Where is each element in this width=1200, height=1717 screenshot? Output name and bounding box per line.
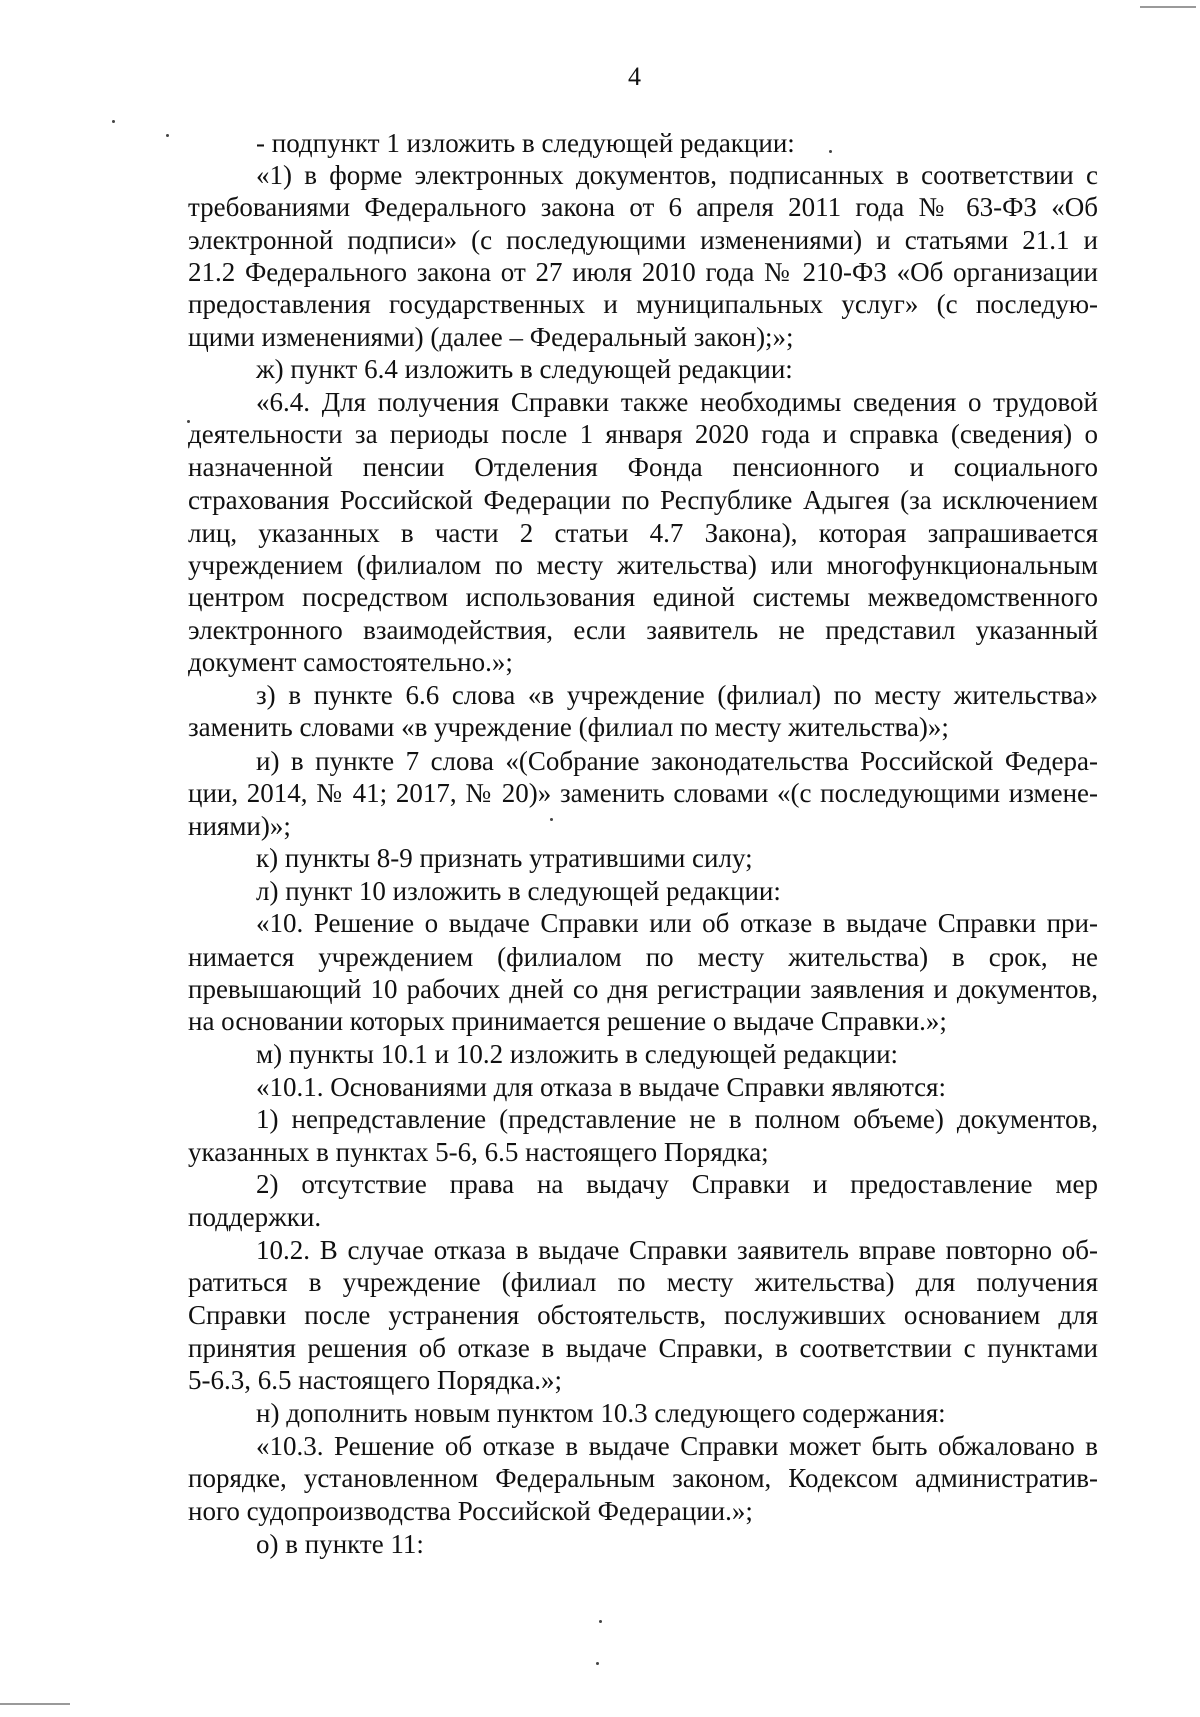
text-line: ции, 2014, № 41; 2017, № 20)» заменить словами «(с последующими измене- bbox=[188, 778, 1098, 808]
scan-artifact-top-right bbox=[1140, 6, 1196, 8]
text-line: учреждением (филиалом по месту жительства) или многофункциональным bbox=[188, 550, 1098, 580]
scan-artifact-bottom-left bbox=[0, 1703, 70, 1705]
text-line: «10. Решение о выдаче Справки или об отказе в выдаче Справки при- bbox=[256, 908, 1098, 938]
text-line: деятельности за периоды после 1 января 2020 года и справка (сведения) о bbox=[188, 419, 1098, 449]
text-line: «10.3. Решение об отказе в выдаче Справки может быть обжаловано в bbox=[256, 1431, 1098, 1461]
text-line: предоставления государственных и муниципальных услуг» (с последую- bbox=[188, 289, 1098, 319]
text-line: поддержки. bbox=[188, 1202, 322, 1232]
text-line: Справки после устранения обстоятельств, послуживших основанием для bbox=[188, 1300, 1098, 1330]
text-line: электронного взаимодействия, если заявитель не представил указанный bbox=[188, 615, 1098, 645]
text-line: ниями)»; bbox=[188, 811, 291, 841]
text-line: и) в пункте 7 слова «(Собрание законодательства Российской Федера- bbox=[256, 746, 1098, 776]
text-line: 21.2 Федерального закона от 27 июля 2010 года № 210-ФЗ «Об организации bbox=[188, 257, 1098, 287]
text-line: страхования Российской Федерации по Республике Адыгея (за исключением bbox=[188, 485, 1098, 515]
scan-speck bbox=[166, 134, 169, 137]
text-line: порядке, установленном Федеральным законом, Кодексом административ- bbox=[188, 1463, 1098, 1493]
text-line: назначенной пенсии Отделения Фонда пенсионного и социального bbox=[188, 452, 1098, 482]
text-line: принятия решения об отказе в выдаче Справки, в соответствии с пунктами bbox=[188, 1333, 1098, 1363]
text-line: «6.4. Для получения Справки также необходимы сведения о трудовой bbox=[256, 387, 1098, 417]
text-line: 1) непредставление (представление не в полном объеме) документов, bbox=[256, 1104, 1098, 1134]
text-line: «1) в форме электронных документов, подписанных в соответствии с bbox=[256, 160, 1098, 190]
text-line: м) пункты 10.1 и 10.2 изложить в следующей редакции: bbox=[256, 1039, 899, 1069]
text-line: превышающий 10 рабочих дней со дня регистрации заявления и документов, bbox=[188, 974, 1098, 1004]
text-line: ж) пункт 6.4 изложить в следующей редакции: bbox=[256, 354, 793, 384]
text-line: ного судопроизводства Российской Федерации.»; bbox=[188, 1496, 753, 1526]
text-line: «10.1. Основаниями для отказа в выдаче Справки являются: bbox=[256, 1072, 946, 1102]
text-line: указанных в пунктах 5-6, 6.5 настоящего Порядка; bbox=[188, 1137, 769, 1167]
text-line: щими изменениями) (далее – Федеральный закон);»; bbox=[188, 322, 794, 352]
text-line: нимается учреждением (филиалом по месту жительства) в срок, не bbox=[188, 942, 1098, 972]
text-line: 10.2. В случае отказа в выдаче Справки заявитель вправе повторно об- bbox=[256, 1235, 1098, 1265]
text-line: центром посредством использования единой системы межведомственного bbox=[188, 582, 1098, 612]
text-line: н) дополнить новым пунктом 10.3 следующего содержания: bbox=[256, 1398, 946, 1428]
text-line: на основании которых принимается решение о выдаче Справки.»; bbox=[188, 1006, 947, 1036]
text-line: лиц, указанных в части 2 статьи 4.7 Закона), которая запрашивается bbox=[188, 518, 1098, 548]
text-line: ратиться в учреждение (филиал по месту жительства) для получения bbox=[188, 1267, 1098, 1297]
text-line: з) в пункте 6.6 слова «в учреждение (филиал) по месту жительства» bbox=[256, 680, 1098, 710]
scan-speck bbox=[596, 1662, 599, 1665]
text-line: требованиями Федерального закона от 6 апреля 2011 года № 63-ФЗ «Об bbox=[188, 192, 1098, 222]
text-line: электронной подписи» (с последующими изменениями) и статьями 21.1 и bbox=[188, 225, 1098, 255]
text-line: заменить словами «в учреждение (филиал по месту жительства)»; bbox=[188, 712, 949, 742]
page-number: 4 bbox=[628, 62, 641, 91]
text-line: 5-6.3, 6.5 настоящего Порядка.»; bbox=[188, 1365, 563, 1395]
scan-speck bbox=[112, 120, 115, 123]
scan-speck bbox=[829, 150, 832, 153]
text-line: - подпункт 1 изложить в следующей редакции: bbox=[256, 128, 795, 158]
text-line: 2) отсутствие права на выдачу Справки и предоставление мер bbox=[256, 1169, 1098, 1199]
text-line: документ самостоятельно.»; bbox=[188, 647, 513, 677]
text-line: к) пункты 8-9 признать утратившими силу; bbox=[256, 843, 753, 873]
text-line: л) пункт 10 изложить в следующей редакции: bbox=[256, 876, 781, 906]
scan-speck bbox=[550, 818, 553, 821]
text-line: о) в пункте 11: bbox=[256, 1529, 424, 1559]
scan-speck bbox=[599, 1620, 602, 1623]
